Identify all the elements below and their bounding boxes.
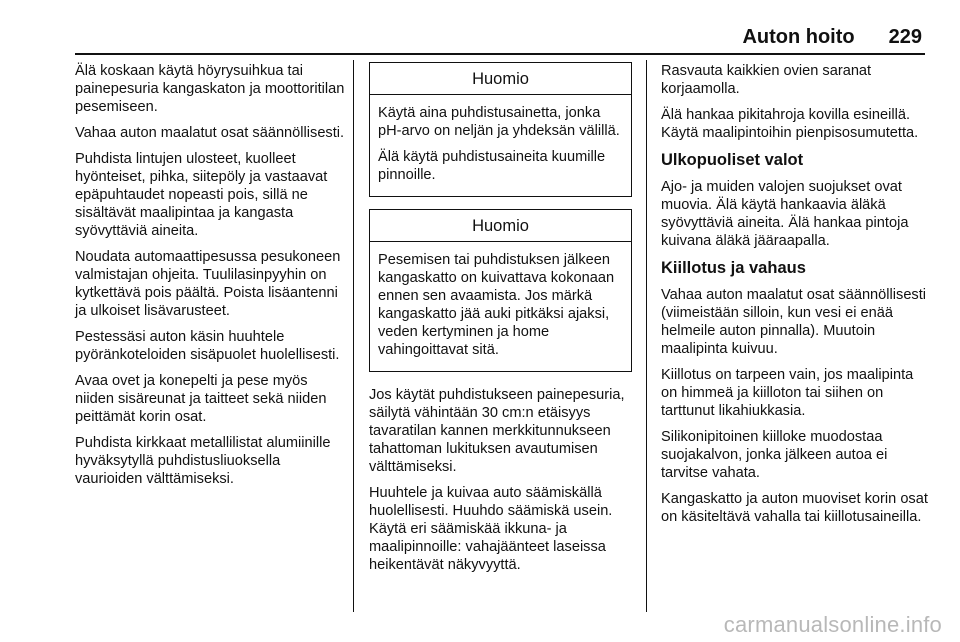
column-1 [75, 62, 345, 496]
section-title: Auton hoito [742, 26, 855, 48]
paragraph: Vahaa auton maalatut osat säännöllisesti (viimeistään silloin, kun vesi ei enää helmeile auton pinnalla). Muutoin maalipinta kuivuu. [661, 287, 927, 357]
paragraph: Ajo- ja muiden valojen suojukset ovat muovia. Älä käytä hankaavia äläkä syövyttäviä aineita. Älä hankaa pintoja kuivana äläkä jääraapalla. [661, 179, 909, 249]
notice-title: Huomio [370, 63, 631, 95]
section-heading: Ulkopuoliset valot [661, 151, 804, 169]
paragraph: Käytä aina puhdistusainetta, jonka pH-arvo on neljän ja yhdeksän välillä. [378, 105, 620, 139]
paragraph: Pesemisen tai puhdistuksen jälkeen kangaskatto on kuivattava kokonaan ennen sen avaamista. Jos märkä kangaskatto jää auki pitkäksi ajaksi, veden kertyminen ja home vahingoittavat sitä. [378, 252, 615, 358]
paragraph: Kangaskatto ja auton muoviset korin osat on käsiteltävä vahalla tai kiillotusaineilla. [661, 491, 928, 525]
paragraph: Rasvauta kaikkien ovien saranat korjaamolla. [661, 63, 872, 97]
paragraph: Jos käytät puhdistukseen painepesuria, säilytä vähintään 30 cm:n etäisyys tavaratilan kannen merkkitunnukseen tahattoman lukituksen avautumisen välttämiseksi. [369, 387, 625, 475]
header-rule [75, 53, 925, 55]
paragraph: Älä hankaa pikitahroja kovilla esineillä. Käytä maalipintoihin pienpisosumutetta. [661, 107, 919, 141]
notice-box-convertible-top [369, 209, 632, 372]
notice-box-ph [369, 62, 632, 197]
notice-body [370, 242, 631, 371]
paragraph: Pestessäsi auton käsin huuhtele pyöränkoteloiden sisäpuolet huolellisesti. [75, 329, 340, 363]
paragraph: Huuhtele ja kuivaa auto säämiskällä huolellisesti. Huuhdo säämiskä usein. Käytä eri säämiskää ikkuna- ja maalipinnoille: vahajäänteet laseissa heikentävät näkyvyyttä. [369, 485, 613, 573]
watermark: carmanualsonline.info [723, 612, 942, 637]
column-2-text [369, 386, 632, 574]
notice-title: Huomio [370, 210, 631, 242]
paragraph: Puhdista kirkkaat metallilistat alumiinille hyväksytyllä puhdistusliuoksella vaurioiden välttämiseksi. [75, 435, 331, 487]
paragraph: Silikonipitoinen kiilloke muodostaa suojakalvon, jonka jälkeen autoa ei tarvitse vahata. [661, 429, 888, 481]
paragraph: Älä käytä puhdistusaineita kuumille pinnoille. [378, 149, 606, 183]
column-divider-2 [646, 60, 647, 612]
column-2 [369, 62, 632, 582]
section-heading: Kiillotus ja vahaus [661, 259, 806, 277]
paragraph: Puhdista lintujen ulosteet, kuolleet hyönteiset, pihka, siitepöly ja vastaavat epäpuhtaudet nopeasti pois, sillä ne sisältävät maalipintaa ja kangasta syövyttäviä aineita. [75, 151, 328, 239]
paragraph: Vahaa auton maalatut osat säännöllisesti. [75, 125, 345, 141]
paragraph: Noudata automaattipesussa pesukoneen valmistajan ohjeita. Tuulilasinpyyhin on kytkettävä pois päältä. Poista lisäantenni ja ulkoiset lisävarusteet. [75, 249, 341, 319]
notice-body [370, 95, 631, 196]
paragraph: Älä koskaan käytä höyrysuihkua tai painepesuria kangaskaton ja moottoritilan pesemiseen. [75, 63, 345, 115]
column-divider-1 [353, 60, 354, 612]
column-3 [661, 62, 929, 534]
paragraph: Avaa ovet ja konepelti ja pese myös niiden sisäreunat ja taitteet sekä niiden peittämät korin osat. [75, 373, 327, 425]
page-number: 229 [888, 26, 922, 48]
page-header [742, 26, 922, 49]
paragraph: Kiillotus on tarpeen vain, jos maalipinta on himmeä ja kiilloton tai siihen on tarttunut likahiukkasia. [661, 367, 914, 419]
